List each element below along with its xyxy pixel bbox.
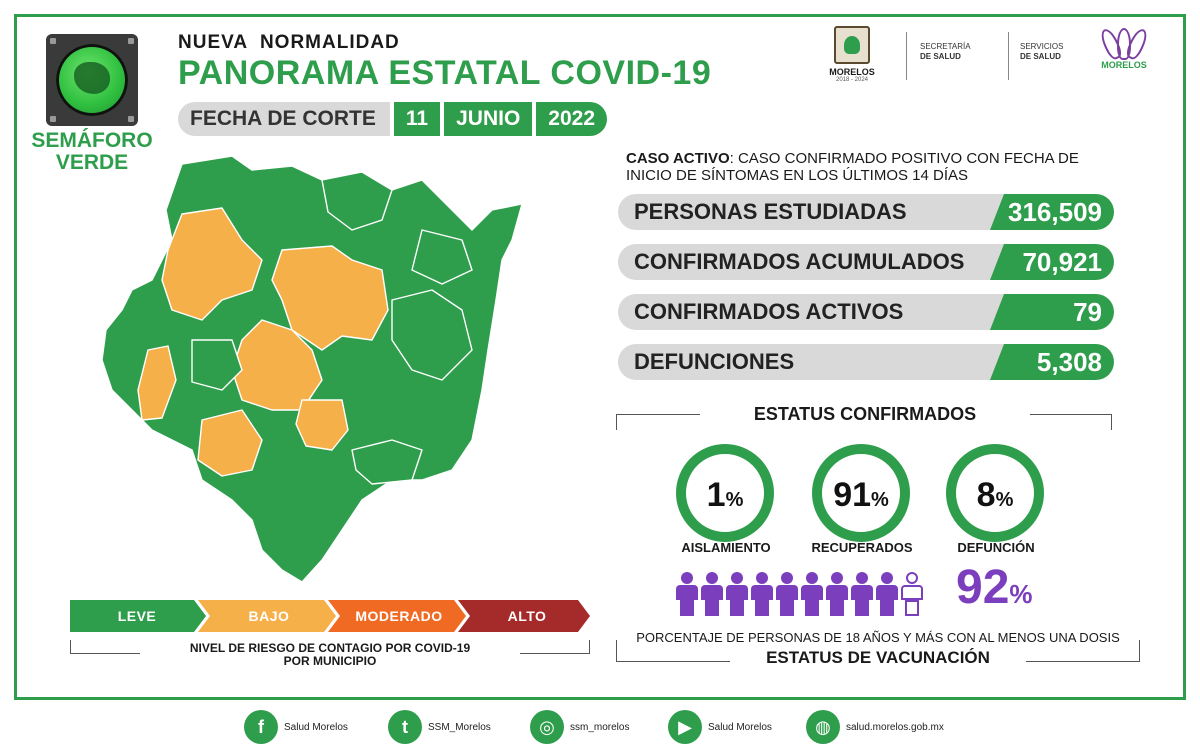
bolt-icon (128, 116, 134, 122)
stat-value: 79 (1004, 294, 1114, 330)
vaccination-description-text: PORCENTAJE DE PERSONAS DE 18 AÑOS Y MÁS CON AL MENOS UNA DOSIS (630, 630, 1126, 645)
ring-label-aislamiento: AISLAMIENTO (681, 540, 771, 555)
cutoff-date (178, 102, 607, 136)
person-icon (801, 572, 823, 616)
green-light-icon (56, 44, 128, 116)
stat-label: PERSONAS ESTUDIADAS (634, 199, 907, 224)
definition-term: CASO ACTIVO (626, 150, 730, 167)
person-icon (851, 572, 873, 616)
person-icon (701, 572, 723, 616)
servicios-line1: SERVICIOS (1020, 42, 1064, 51)
semaforo-line1: SEMÁFORO (31, 129, 153, 152)
stat-value: 70,921 (1004, 244, 1114, 280)
vaccination-description (616, 630, 1140, 645)
morelos-map-svg (92, 150, 532, 586)
lotus-logo-name: MORELOS (1101, 60, 1147, 70)
ring-value: 8 (976, 476, 996, 514)
bolt-icon (50, 38, 56, 44)
risk-level-moderado: MODERADO (355, 608, 443, 624)
bolt-icon (128, 38, 134, 44)
ring-value: 1 (706, 476, 726, 514)
ring-label-recuperados: RECUPERADOS (811, 540, 913, 555)
secretaria-line2: DE SALUD (920, 52, 961, 61)
social-instagram[interactable] (530, 710, 629, 744)
social-text: salud.morelos.gob.mx (846, 721, 944, 733)
vaccination-percent (956, 560, 1033, 615)
person-icon (676, 572, 698, 616)
kicker-text: NUEVA NORMALIDAD (178, 32, 400, 53)
social-text: Salud Morelos (284, 721, 348, 733)
servicios-line2: DE SALUD (1020, 52, 1061, 61)
stat-label: DEFUNCIONES (634, 349, 795, 374)
estatus-title: ESTATUS CONFIRMADOS (700, 404, 1030, 425)
youtube-icon: ▶ (668, 710, 702, 744)
secretaria-logo (920, 42, 971, 62)
web-icon: ◍ (806, 710, 840, 744)
person-icon (726, 572, 748, 616)
traffic-light (46, 34, 138, 126)
stat-value: 5,308 (1004, 344, 1114, 380)
logo-divider (906, 32, 907, 80)
stat-label: CONFIRMADOS ACTIVOS (634, 299, 904, 324)
ring-defuncion (946, 444, 1044, 542)
risk-caption-line2: POR MUNICIPIO (283, 654, 377, 668)
cutoff-day: 11 (394, 102, 440, 136)
person-icon (776, 572, 798, 616)
social-text: SSM_Morelos (428, 721, 491, 733)
morelos-logo (812, 26, 892, 83)
ring-aislamiento (676, 444, 774, 542)
state-seal-icon (834, 26, 870, 64)
bolt-icon (50, 116, 56, 122)
risk-caption-pre: NIVEL DE RIESGO DE CONTAGIO POR (189, 641, 415, 655)
definition-text: : CASO CONFIRMADO POSITIVO CON FECHA DE INICIO DE SÍNTOMAS EN LOS ÚLTIMOS 14 DÍAS (626, 150, 1079, 184)
ring-recuperados (812, 444, 910, 542)
servicios-logo (1020, 42, 1063, 62)
vaccination-unit: % (1009, 579, 1033, 609)
active-case-definition (626, 150, 1126, 184)
vaccination-value: 92 (956, 561, 1010, 614)
vaccination-title: ESTATUS DE VACUNACIÓN (730, 648, 1026, 668)
page-title: PANORAMA ESTATAL COVID-19 (178, 54, 712, 92)
logo-divider (1008, 32, 1009, 80)
social-facebook[interactable] (244, 710, 348, 744)
risk-scale (70, 600, 590, 632)
semaforo-line2: VERDE (55, 151, 129, 174)
stat-confirmados-acumulados (618, 244, 1114, 280)
person-icon (876, 572, 898, 616)
morelos-logo-years: 2018 - 2024 (835, 77, 869, 83)
instagram-icon: ◎ (530, 710, 564, 744)
person-icon (901, 572, 923, 616)
risk-level-bajo: BAJO (248, 608, 290, 624)
cutoff-month: JUNIO (444, 102, 532, 136)
risk-caption (140, 642, 520, 668)
risk-caption-bold: COVID-19 (414, 641, 471, 655)
facebook-icon: f (244, 710, 278, 744)
ring-unit: % (725, 489, 744, 511)
social-web[interactable] (806, 710, 944, 744)
ring-unit: % (995, 489, 1014, 511)
person-icon (751, 572, 773, 616)
lotus-logo (1096, 24, 1152, 70)
cutoff-date-label: FECHA DE CORTE (178, 102, 390, 136)
stat-defunciones (618, 344, 1114, 380)
social-youtube[interactable] (668, 710, 772, 744)
twitter-icon: t (388, 710, 422, 744)
vaccination-people-icons (676, 572, 923, 616)
lotus-icon (1102, 24, 1146, 60)
stat-confirmados-activos (618, 294, 1114, 330)
ring-label-defuncion: DEFUNCIÓN (957, 540, 1035, 555)
cutoff-year: 2022 (536, 102, 607, 136)
stat-label: CONFIRMADOS ACUMULADOS (634, 249, 965, 274)
ring-unit: % (871, 489, 889, 511)
social-text: Salud Morelos (708, 721, 772, 733)
risk-level-alto: ALTO (507, 608, 547, 624)
stat-value: 316,509 (1004, 194, 1114, 230)
municipality-map (92, 150, 532, 586)
social-twitter[interactable] (388, 710, 491, 744)
secretaria-line1: SECRETARÍA (920, 42, 971, 51)
ring-value: 91 (833, 476, 872, 514)
morelos-logo-name: MORELOS (829, 67, 875, 77)
stat-personas-estudiadas (618, 194, 1114, 230)
person-icon (826, 572, 848, 616)
social-text: ssm_morelos (570, 721, 630, 733)
footer-social (0, 702, 1200, 750)
risk-level-leve: LEVE (117, 608, 157, 624)
